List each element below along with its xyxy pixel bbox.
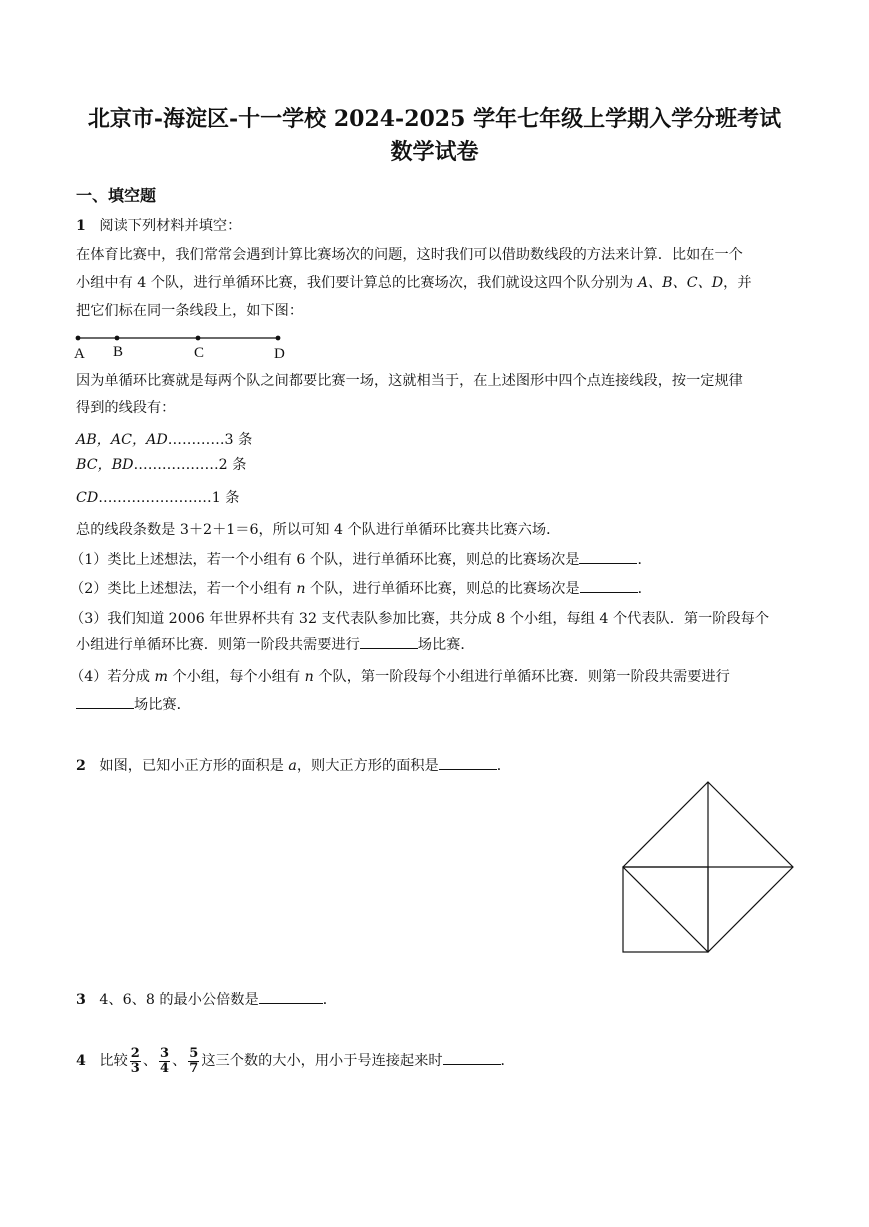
text: （4）若分成 [70,669,155,685]
question-3 [76,989,337,1010]
point-b [115,336,120,341]
denominator: 4 [160,1060,170,1076]
variable: m [154,669,168,685]
text: ． [637,581,652,597]
q1-para1-line1: 在体育比赛中，我们常常会遇到计算比赛场次的问题，这时我们可以借助数线段的方法来计算．比如在一个 [76,247,743,263]
text: 个小组，每个小组有 [167,669,305,685]
text: 场比赛． [417,637,475,653]
text: （2）类比上述想法，若一个小组有 [70,581,297,597]
text: （1）类比上述想法，若一个小组有 6 个队，进行单循环比赛，则总的比赛场次是 [70,552,580,568]
text: 个队，第一阶段每个小组进行单循环比赛．则第一阶段共需要进行 [313,669,730,685]
q1-sub3-line1: （3）我们知道 2006 年世界杯共有 32 支代表队参加比赛，共分成 8 个小组，每组 4 个代表队．第一阶段每个 [70,611,770,627]
text: ． [322,992,337,1008]
numerator: 3 [160,1045,170,1061]
answer-blank [579,549,637,564]
q1-para2-line2: 得到的线段有： [76,400,176,416]
segment-list-3 [76,488,239,508]
point-label-b: B [113,344,124,360]
page-subtitle: 数学试卷 [390,139,479,165]
text: 4、6、8 的最小公倍数是 [99,992,259,1008]
q1-para1-line2 [76,273,752,293]
denominator: 3 [130,1060,140,1076]
q1-sub1 [70,549,652,570]
point-c [196,336,201,341]
squares-figure [618,778,798,958]
text: 个队，进行单循环比赛，则总的比赛场次是 [305,581,580,597]
q1-para2-line1: 因为单循环比赛就是每两个队之间都要比赛一场，这就相当于，在上述图形中四个点连接线段，按一定规律 [76,373,743,389]
count: 1 条 [211,490,240,506]
variable: n [296,581,306,597]
fraction-5-7 [188,1047,199,1076]
point-label-c: C [194,345,205,361]
fraction-3-4 [159,1047,170,1076]
point-label-a: A [74,346,85,362]
segment-figure [70,328,300,368]
dots: ……………… [133,457,219,473]
question-number: 4 [76,1053,86,1069]
dots: ………… [167,432,225,448]
question-number: 1 [76,218,86,234]
text: 如图，已知小正方形的面积是 [99,758,289,774]
numerator: 2 [130,1045,140,1061]
numerator: 5 [189,1045,199,1061]
dots: …………………… [98,490,212,506]
segment-list-1 [76,430,252,450]
text: ． [637,552,652,568]
text: 比较 [99,1053,128,1069]
segments: CD [76,490,99,506]
q1-para1-line3: 把它们标在同一条线段上，如下图： [76,303,304,319]
variable: a [288,758,297,774]
text: 场比赛． [134,697,191,713]
answer-blank [76,694,134,709]
team-names: A、B、C、D [637,275,724,291]
question-1-intro [76,216,241,236]
point-a [76,336,81,341]
section-heading: 一、填空题 [76,186,157,205]
q1-summary: 总的线段条数是 3＋2＋1＝6，所以可知 4 个队进行单循环比赛共比赛六场． [76,522,561,538]
text: ． [496,758,511,774]
separator: 、 [172,1053,187,1069]
text: 小组进行单循环比赛．则第一阶段共需要进行 [76,637,360,653]
count: 2 条 [218,457,247,473]
question-number: 3 [76,992,86,1008]
fraction-2-3 [130,1047,141,1076]
text: 小组中有 4 个队，进行单循环比赛，我们要计算总的比赛场次，我们就设这四个队分别为 [76,275,638,291]
question-number: 2 [76,758,86,774]
count: 3 条 [224,432,253,448]
text: ，则大正方形的面积是 [296,758,439,774]
q1-sub4-line2 [76,694,191,715]
answer-blank [259,989,323,1004]
q1-sub3-line2 [76,634,475,655]
text: ，并 [723,275,752,291]
text: ． [500,1053,515,1069]
answer-blank [580,578,638,593]
q1-sub2 [70,578,652,599]
question-2 [76,755,511,776]
variable: n [304,669,314,685]
separator: 、 [142,1053,158,1069]
q1-sub4-line1 [70,667,730,687]
segments: BC，BD [76,457,134,473]
text: 这三个数的大小，用小于号连接起来时 [201,1053,443,1069]
segments: AB，AC，AD [76,432,168,448]
denominator: 7 [189,1060,199,1076]
point-d [276,336,281,341]
point-label-d: D [274,346,285,362]
answer-blank [360,634,418,649]
answer-blank [439,755,497,770]
intro-text: 阅读下列材料并填空： [99,218,242,234]
segment-list-2 [76,455,246,475]
question-4 [76,1046,515,1076]
page-title: 北京市-海淀区-十一学校 2024-2025 学年七年级上学期入学分班考试 [87,106,782,132]
answer-blank [443,1050,501,1065]
